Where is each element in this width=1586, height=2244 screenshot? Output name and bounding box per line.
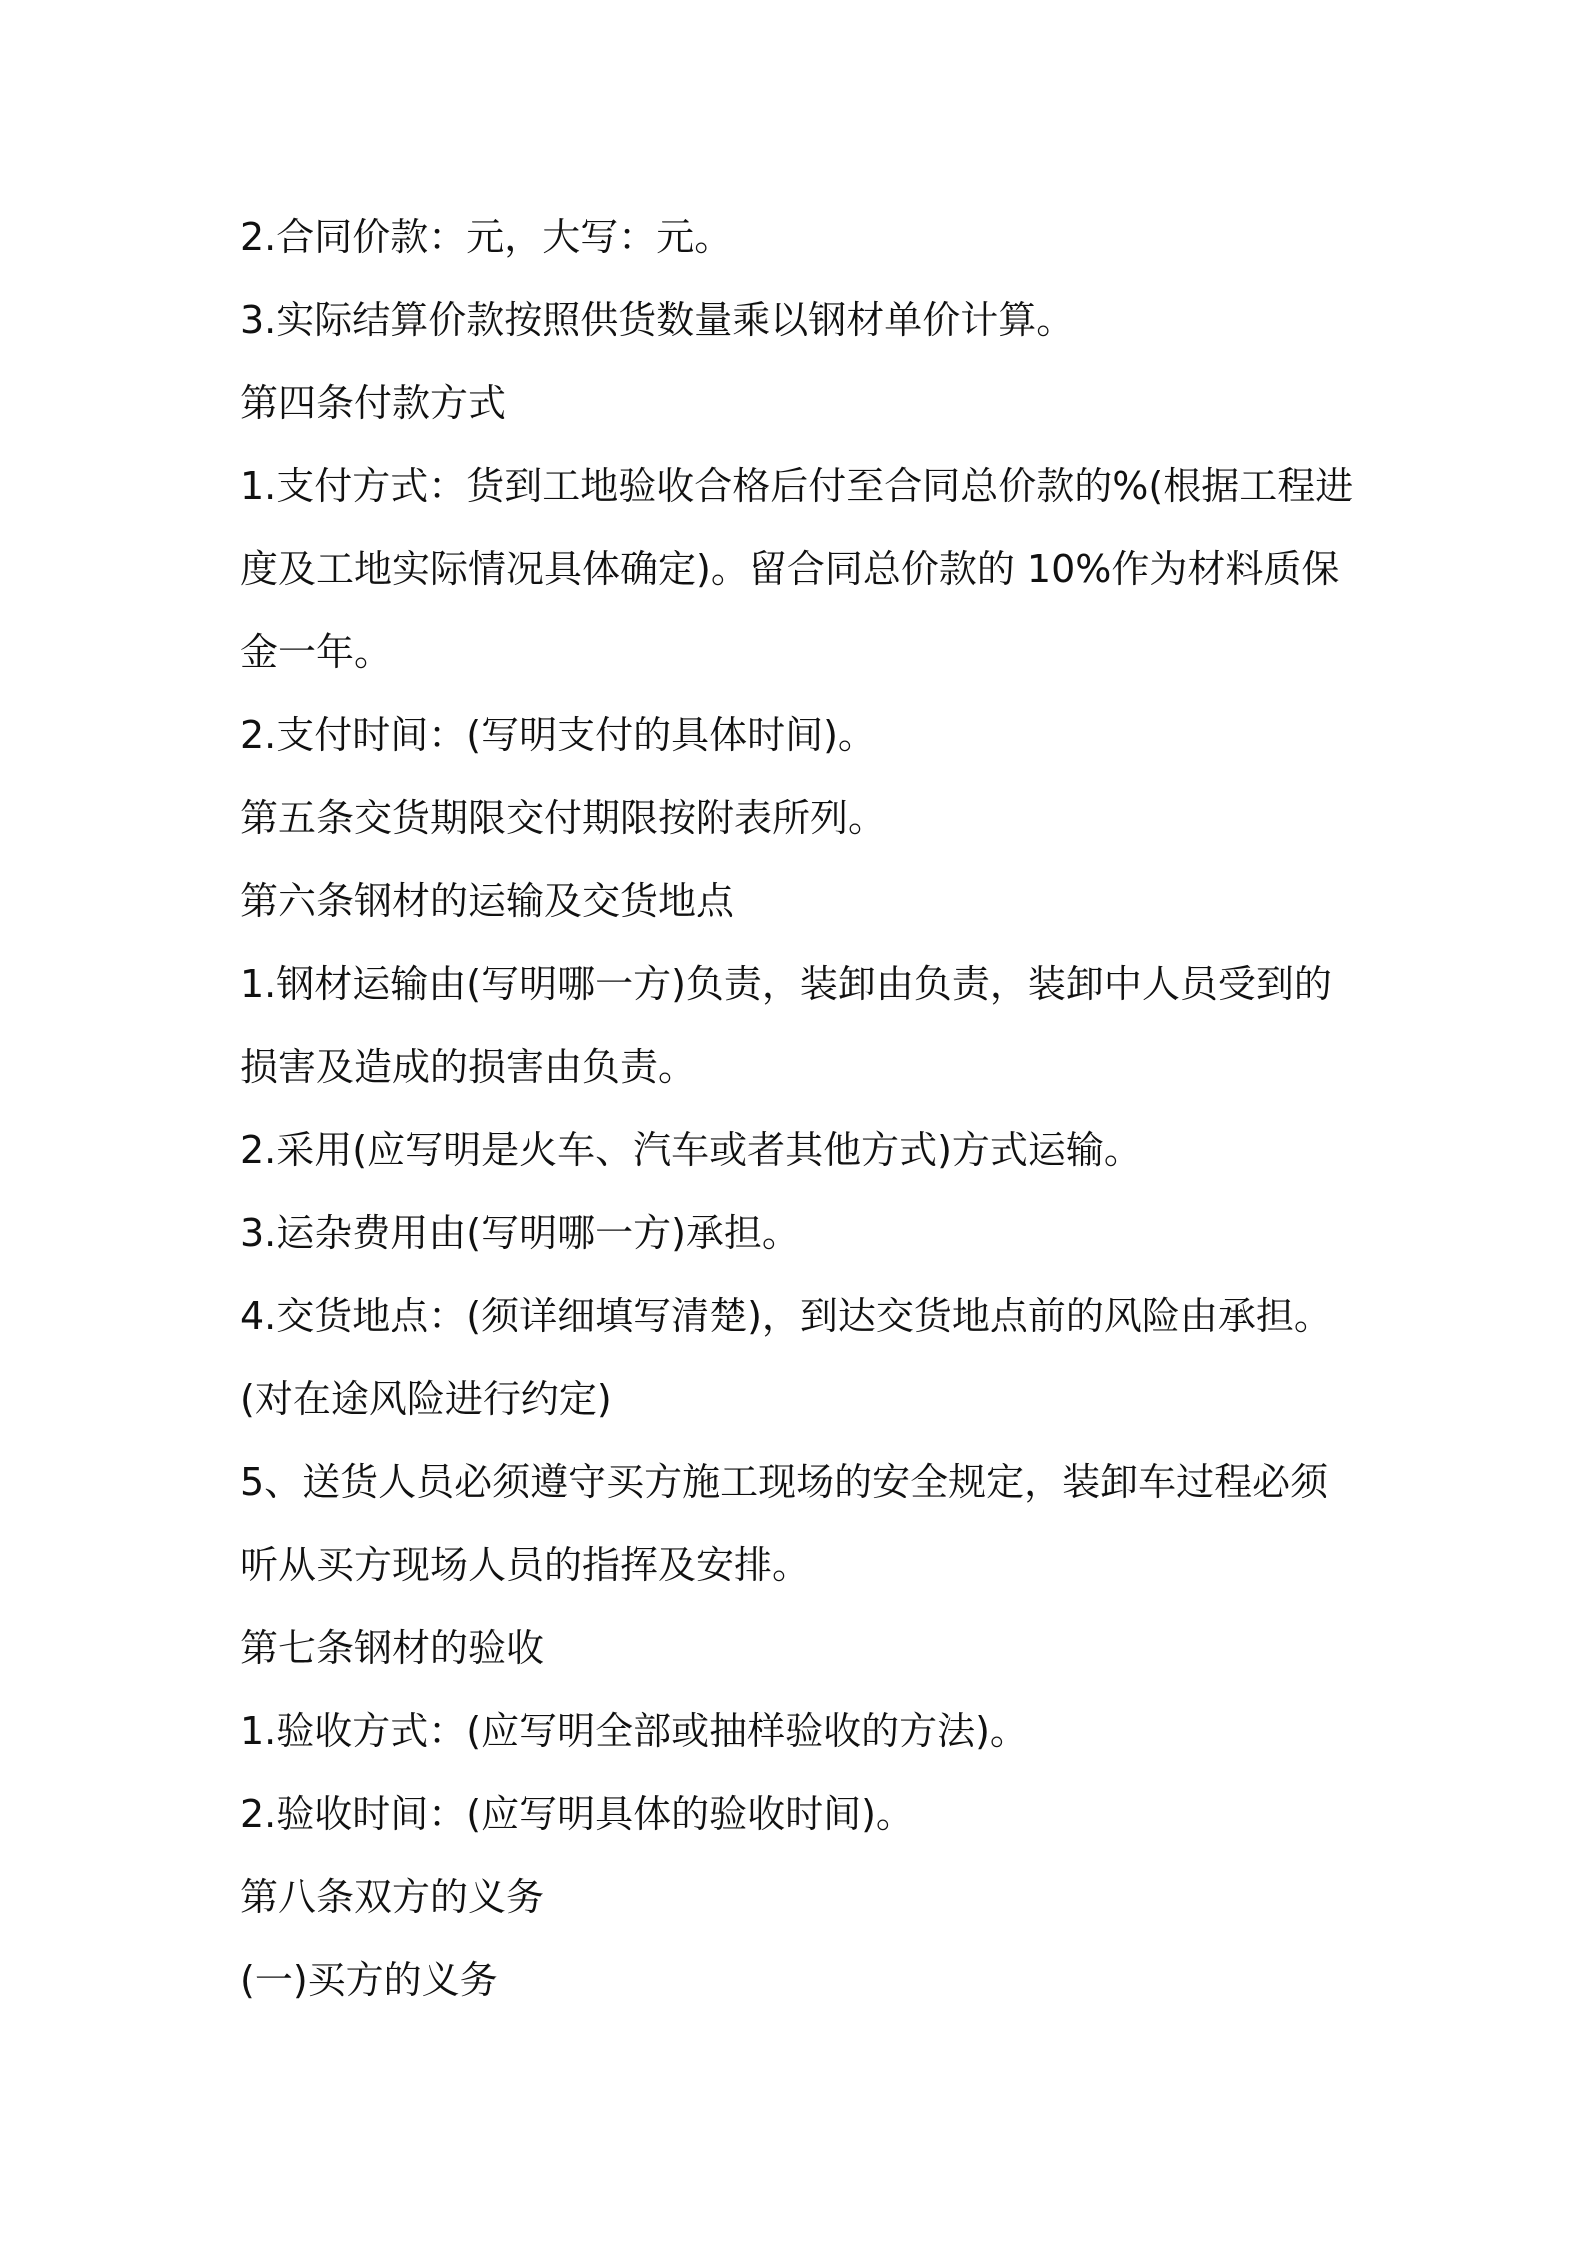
- heading-article-5: 第五条交货期限交付期限按附表所列。: [240, 796, 887, 840]
- paragraph-settlement: 3.实际结算价款按照供货数量乘以钢材单价计算。: [240, 298, 1075, 342]
- heading-article-4: 第四条付款方式: [240, 381, 507, 425]
- heading-article-6: 第六条钢材的运输及交货地点: [240, 879, 735, 923]
- paragraph-inspection-time: 2.验收时间：(应写明具体的验收时间)。: [240, 1792, 914, 1836]
- heading-article-8: 第八条双方的义务: [240, 1875, 545, 1919]
- document-body: [240, 196, 1360, 2022]
- heading-article-7: 第七条钢材的验收: [240, 1626, 545, 1670]
- paragraph-transport-responsibility: 1.钢材运输由(写明哪一方)负责，装卸由负责，装卸中人员受到的损害及造成的损害由负责。: [240, 962, 1332, 1089]
- subheading-buyer-obligations: (一)买方的义务: [240, 1958, 498, 2002]
- paragraph-inspection-method: 1.验收方式：(应写明全部或抽样验收的方法)。: [240, 1709, 1028, 1753]
- paragraph-transport-mode: 2.采用(应写明是火车、汽车或者其他方式)方式运输。: [240, 1128, 1142, 1172]
- paragraph-payment-time: 2.支付时间：(写明支付的具体时间)。: [240, 713, 876, 757]
- paragraph-freight-cost: 3.运杂费用由(写明哪一方)承担。: [240, 1211, 800, 1255]
- paragraph-payment-method: 1.支付方式：货到工地验收合格后付至合同总价款的%(根据工程进度及工地实际情况具体确定)。留合同总价款的 10%作为材料质保金一年。: [240, 464, 1354, 674]
- paragraph-delivery-safety: 5、送货人员必须遵守买方施工现场的安全规定，装卸车过程必须听从买方现场人员的指挥及安排。: [240, 1460, 1329, 1587]
- paragraph-contract-price: 2.合同价款：元，大写：元。: [240, 215, 733, 259]
- paragraph-delivery-location: 4.交货地点：(须详细填写清楚)，到达交货地点前的风险由承担。(对在途风险进行约定): [240, 1294, 1332, 1421]
